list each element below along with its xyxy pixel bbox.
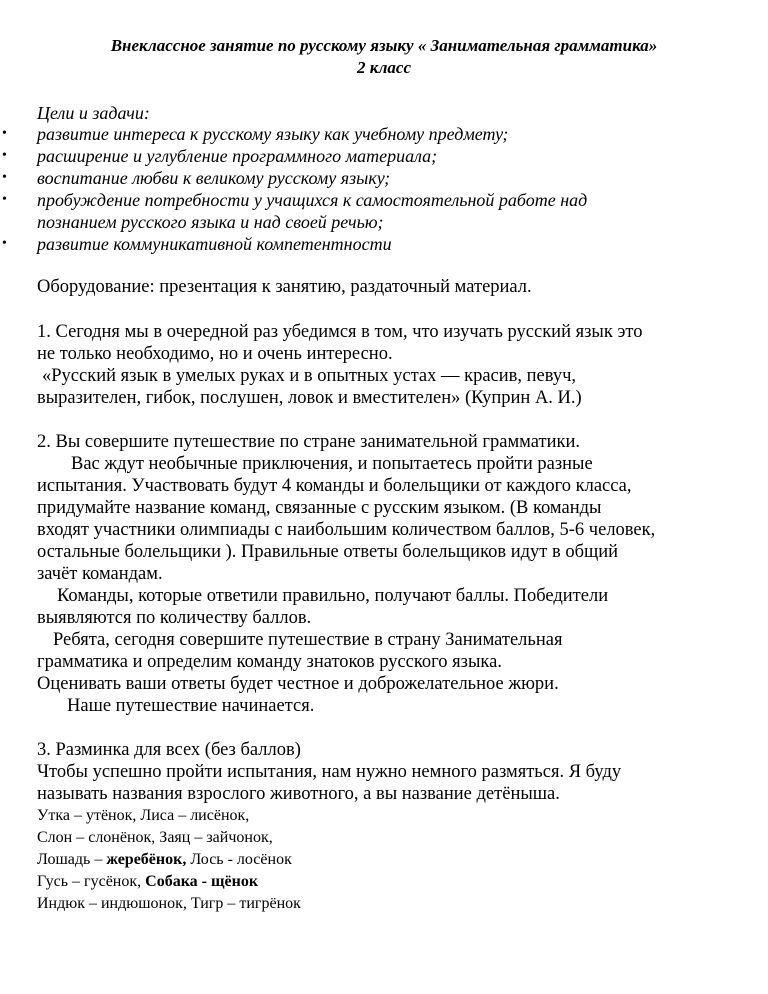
text-line: придумайте название команд, связанные с русским языком. (В команды: [37, 498, 602, 518]
goals-list: [0, 123, 740, 255]
bold-answer: Собака - щёнок: [145, 873, 259, 890]
goal-item: • развитие интереса к русскому языку как учебному предмету;: [0, 123, 740, 145]
text-line: Чтобы успешно пройти испытания, нам нужно немного размяться. Я буду: [37, 762, 622, 782]
text-line: 1. Сегодня мы в очередной раз убедимся в том, что изучать русский язык это: [37, 322, 643, 342]
text-line: зачёт командам.: [37, 564, 163, 584]
equipment-paragraph: Оборудование: презентация к занятию, раздаточный материал.: [37, 277, 532, 297]
section-3-heading: 3. Разминка для всех (без баллов): [37, 740, 301, 760]
document-grade: 2 класс: [356, 58, 412, 77]
goal-item: • расширение и углубление программного материала;: [0, 145, 740, 167]
quote-line: «Русский язык в умелых руках и в опытных устах — красив, певуч,: [42, 366, 577, 386]
text-line: выявляются по количеству баллов.: [37, 608, 312, 628]
text-line: не только необходимо, но и очень интересно.: [37, 344, 393, 364]
goal-item: • развитие коммуникативной компетентности: [0, 233, 740, 255]
text-line: Наше путешествие начинается.: [67, 696, 315, 716]
animal-pair-line: Слон – слонёнок, Заяц – зайчонок,: [37, 829, 273, 846]
animal-pair-line: Лошадь – жеребёнок, Лось - лосёнок: [37, 851, 292, 868]
text-line: грамматика и определим команду знатоков русского языка.: [37, 652, 502, 672]
quote-line: выразителен, гибок, послушен, ловок и вместителен» (Куприн А. И.): [37, 388, 582, 408]
text-line: Ребята, сегодня совершите путешествие в страну Занимательная: [53, 630, 563, 650]
section-2: [37, 431, 737, 717]
section-3: [37, 739, 737, 915]
bold-answer: жеребёнок,: [106, 851, 187, 868]
section-1: [37, 321, 737, 409]
text-line: входят участники олимпиады с наибольшим количеством баллов, 5-6 человек,: [37, 520, 656, 540]
document-title: Внеклассное занятие по русскому языку « Занимательная грамматика»: [110, 36, 658, 55]
goals-heading: Цели и задачи:: [37, 103, 150, 123]
animal-pair-line: Гусь – гусёнок, Собака - щёнок: [37, 873, 259, 890]
goal-item: • воспитание любви к великому русскому языку;: [0, 167, 740, 189]
animal-pair-line: Утка – утёнок, Лиса – лисёнок,: [37, 807, 250, 824]
text-line: Вас ждут необычные приключения, и попытаетесь пройти разные: [71, 454, 593, 474]
text-line: испытания. Участвовать будут 4 команды и болельщики от каждого класса,: [37, 476, 632, 496]
text-line: называть названия взрослого животного, а вы название детёныша.: [37, 784, 560, 804]
goal-item: • пробуждение потребности у учащихся к самостоятельной работе над познанием русского языка и над своей речью;: [0, 189, 740, 233]
text-line: остальные болельщики ). Правильные ответы болельщиков идут в общий: [37, 542, 619, 562]
text-line: Команды, которые ответили правильно, получают баллы. Победители: [57, 586, 609, 606]
text-line: Оценивать ваши ответы будет честное и доброжелательное жюри.: [37, 674, 559, 694]
text-line: 2. Вы совершите путешествие по стране занимательной грамматики.: [37, 432, 580, 452]
animal-pair-line: Индюк – индюшонок, Тигр – тигрёнок: [37, 895, 301, 912]
